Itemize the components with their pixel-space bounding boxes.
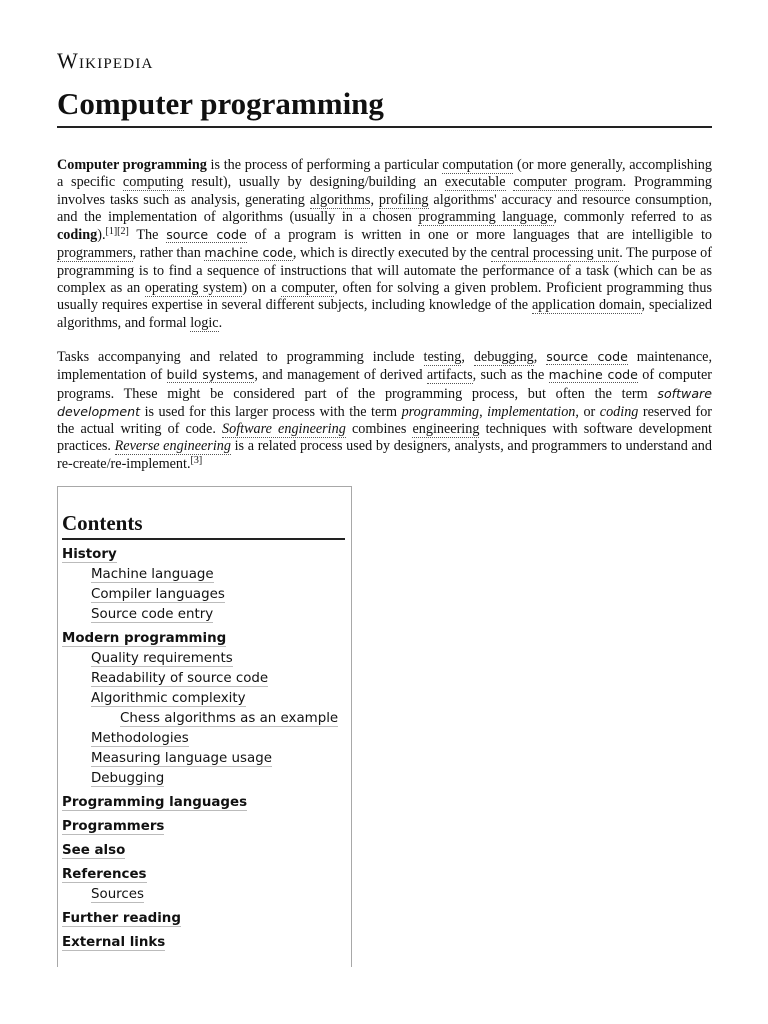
wikipedia-wordmark[interactable]: Wikipedia: [57, 48, 154, 73]
paragraph-text: ,: [533, 349, 547, 365]
toc-item[interactable]: [62, 769, 347, 789]
article-link[interactable]: source code: [166, 227, 247, 243]
toc-item[interactable]: [62, 649, 347, 669]
toc-item-label: Quality requirements: [91, 651, 233, 666]
toc-item[interactable]: [62, 865, 347, 885]
toc-item[interactable]: [62, 885, 347, 905]
article-link[interactable]: programming language: [418, 208, 554, 225]
article-link[interactable]: Software engineering: [222, 421, 346, 438]
article-link[interactable]: profiling: [378, 191, 429, 208]
toc-item[interactable]: [62, 933, 347, 953]
paragraph-text: combines: [345, 421, 413, 438]
toc-item-label: History: [62, 547, 117, 562]
paragraph-text: , which is directly executed by the: [292, 245, 491, 262]
toc-item[interactable]: [62, 605, 347, 625]
toc-item[interactable]: [62, 817, 347, 837]
intro-paragraph-1: [57, 157, 712, 332]
article-link[interactable]: computation: [442, 157, 514, 173]
toc-item[interactable]: [62, 545, 347, 565]
paragraph-text: , such as the: [472, 367, 549, 384]
article-link[interactable]: application domain: [532, 297, 642, 314]
toc-item-label: Sources: [91, 887, 144, 902]
toc-item-label: Machine language: [91, 567, 214, 582]
paragraph-text: , commonly referred to as: [553, 208, 713, 225]
toc-item-label: Further reading: [62, 911, 181, 926]
toc-title: Contents: [62, 511, 345, 540]
paragraph-text: of a program is written in one or more languages that are intelligible to: [246, 227, 712, 244]
page-title: Computer programming: [57, 86, 712, 128]
toc-item-label: Algorithmic complexity: [91, 691, 246, 706]
toc-item[interactable]: [62, 629, 347, 649]
toc-list: [62, 545, 347, 953]
article-link[interactable]: computing: [122, 174, 184, 191]
paragraph-text: ,: [479, 403, 488, 420]
paragraph-text: , often for solving a given problem. Proficient programming thus usually requires expertise in several different subjects, including knowledge of the: [57, 280, 712, 314]
paragraph-text: ,: [461, 349, 474, 365]
toc-item-label: Measuring language usage: [91, 751, 272, 766]
paragraph-text: is used for this larger process with the term: [140, 403, 402, 420]
paragraph-text: techniques with software development practices.: [57, 421, 712, 455]
toc-item[interactable]: [62, 709, 347, 729]
toc-item-label: Programming languages: [62, 795, 248, 810]
toc-item-label: Compiler languages: [91, 587, 225, 602]
article-link[interactable]: computer program: [513, 174, 623, 191]
article-link[interactable]: machine code: [548, 367, 638, 383]
paragraph-text: , rather than: [132, 245, 205, 262]
table-of-contents: [57, 486, 352, 967]
article-link[interactable]: operating system: [144, 280, 243, 297]
article-link[interactable]: build systems: [166, 367, 255, 383]
italic-term: coding: [599, 403, 639, 420]
paragraph-text: algorithms' accuracy and resource consumption, and the implementation of algorithms (usually in a chosen: [57, 191, 712, 225]
toc-item[interactable]: [62, 729, 347, 749]
bold-term: coding: [57, 227, 98, 244]
toc-item[interactable]: [62, 909, 347, 929]
toc-item-label: Readability of source code: [91, 671, 269, 686]
article-link[interactable]: computer: [281, 280, 335, 297]
italic-term: implementation: [487, 403, 576, 420]
toc-item[interactable]: [62, 565, 347, 585]
bold-term: Computer programming: [57, 157, 207, 173]
italic-term: software development: [57, 385, 712, 419]
paragraph-text: .: [218, 314, 223, 331]
toc-item[interactable]: [62, 669, 347, 689]
toc-item-label: See also: [62, 843, 126, 858]
article-link[interactable]: debugging: [473, 349, 534, 365]
article-link[interactable]: engineering: [412, 421, 480, 438]
paragraph-text: ,: [370, 191, 379, 208]
paragraph-text: ) on a: [242, 280, 282, 297]
paragraph-text: , and management of derived: [254, 367, 427, 384]
paragraph-text: . The purpose of programming is to find a sequence of instructions that will automate the performance of a task (which can be as complex as an: [57, 245, 712, 297]
toc-item-label: External links: [62, 935, 166, 950]
toc-item[interactable]: [62, 793, 347, 813]
article-link[interactable]: algorithms: [309, 191, 371, 208]
paragraph-text: result), usually by designing/building an: [183, 174, 445, 191]
paragraph-text: is a related process used by designers, analysts, and programmers to understand and re-create/re-implement.: [57, 438, 712, 472]
toc-item[interactable]: [62, 689, 347, 709]
paragraph-text: of computer programs. These might be considered part of the programming process, but often the term: [57, 367, 712, 402]
toc-item-label: Chess algorithms as an example: [120, 711, 339, 726]
paragraph-text: . Programming involves tasks such as analysis, generating: [57, 174, 712, 208]
article-link[interactable]: testing: [423, 349, 462, 365]
toc-item-label: Modern programming: [62, 631, 227, 646]
italic-term: programming: [401, 403, 480, 420]
article-link[interactable]: executable: [444, 174, 506, 191]
paragraph-text: , specialized algorithms, and formal: [57, 297, 712, 331]
article-link[interactable]: artifacts: [426, 367, 473, 384]
toc-item[interactable]: [62, 841, 347, 861]
toc-item-label: Programmers: [62, 819, 165, 834]
article-link[interactable]: central processing unit: [490, 245, 620, 262]
toc-item[interactable]: [62, 585, 347, 605]
citation-link[interactable]: [3]: [190, 454, 203, 466]
article-link[interactable]: logic: [190, 314, 219, 331]
paragraph-text: Tasks accompanying and related to programming include: [57, 349, 424, 365]
paragraph-text: reserved for the actual writing of code.: [57, 403, 713, 438]
paragraph-text: The: [128, 227, 167, 244]
toc-item-label: Methodologies: [91, 731, 189, 746]
paragraph-text: is the process of performing a particular: [206, 157, 443, 173]
article-link[interactable]: source code: [546, 349, 628, 364]
article-link[interactable]: programmers: [57, 245, 133, 262]
paragraph-text: ).: [97, 227, 106, 244]
intro-paragraph-2: [57, 348, 712, 473]
toc-item-label: Debugging: [91, 771, 165, 786]
citation-link[interactable]: [2]: [117, 226, 129, 238]
toc-item-label: Source code entry: [91, 607, 214, 622]
article-link[interactable]: Reverse engineering: [114, 438, 231, 455]
paragraph-text: maintenance, implementation of: [57, 349, 713, 384]
article-link[interactable]: machine code: [204, 245, 293, 261]
paragraph-text: , or: [575, 403, 600, 420]
paragraph-text: (or more generally, accomplishing a specific: [57, 157, 712, 191]
toc-item-label: References: [62, 867, 147, 882]
toc-item[interactable]: [62, 749, 347, 769]
citation-link[interactable]: [1]: [105, 226, 118, 238]
